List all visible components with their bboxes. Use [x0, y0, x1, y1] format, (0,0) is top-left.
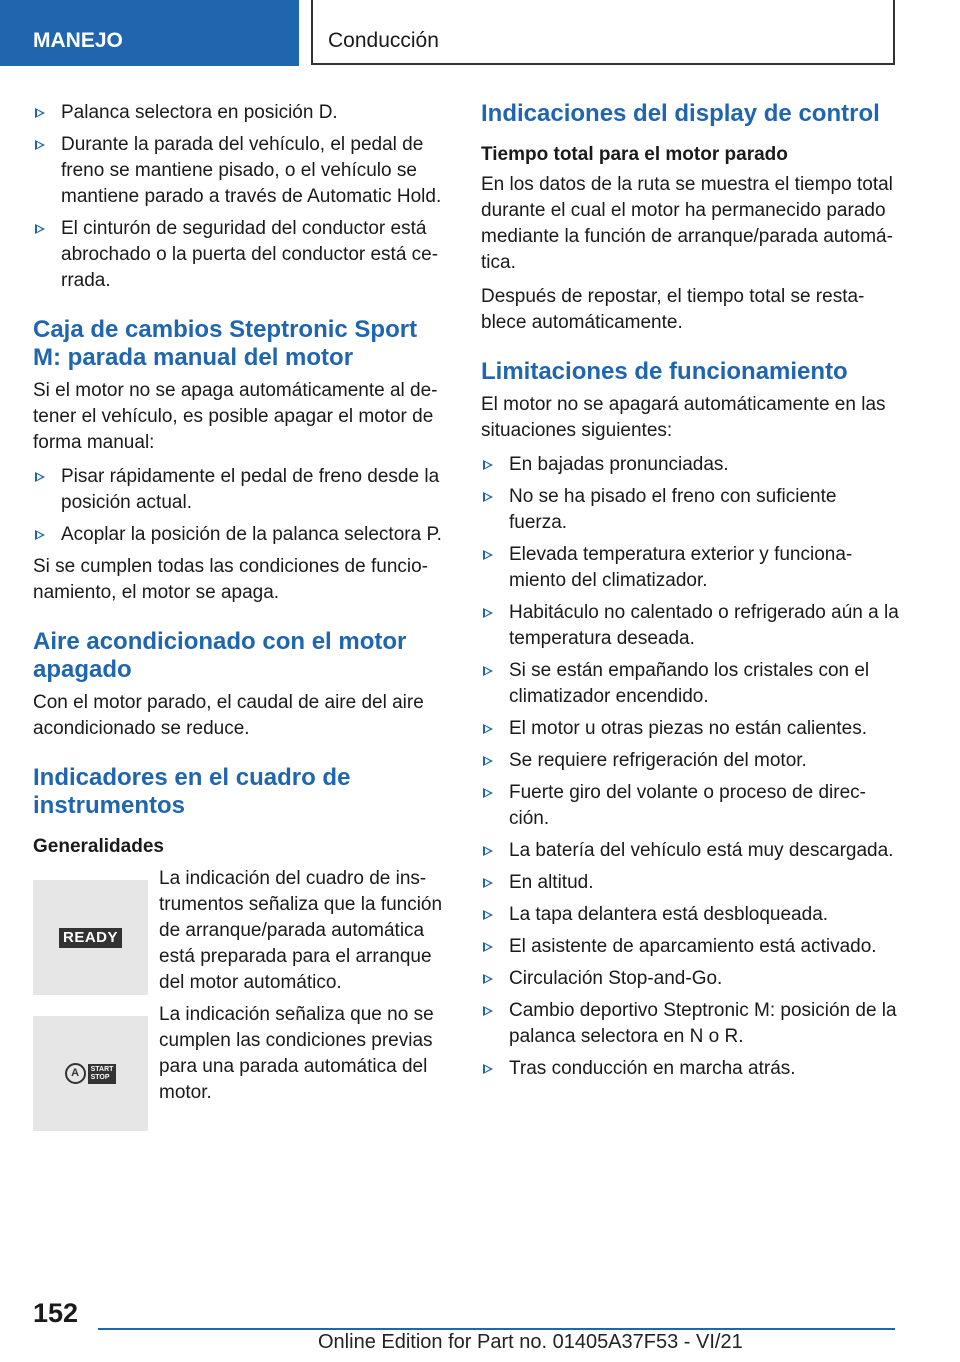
ready-indicator-image — [33, 880, 148, 995]
indicator-ready — [33, 866, 445, 993]
paragraph: Con el motor parado, el caudal de aire del aire acondicionado se reduce. — [33, 692, 424, 739]
footer-divider — [98, 1328, 895, 1330]
heading-display: Indicaciones del display de control — [481, 100, 880, 127]
triangle-bullet-icon — [35, 108, 45, 118]
auto-start-stop-icon — [33, 1016, 148, 1131]
heading-steptronic: Caja de cambios Steptronic Sport M: parada manual del motor — [33, 316, 418, 371]
triangle-bullet-icon — [35, 472, 45, 482]
left-column — [33, 100, 445, 1138]
list-item: Habitáculo no calentado o refrigerado aún a la temperatura deseada. — [481, 600, 899, 652]
triangle-bullet-icon — [483, 846, 493, 856]
triangle-bullet-icon — [483, 1064, 493, 1074]
ready-label: READY — [59, 928, 122, 948]
triangle-bullet-icon — [35, 530, 45, 540]
list-item: Fuerte giro del volante o proceso de direc-ción. — [481, 780, 899, 832]
list-item: Se requiere refrigeración del motor. — [481, 748, 899, 774]
list-item: Si se están empañando los cristales con el climatizador encendido. — [481, 658, 899, 710]
section-tab: MANEJO — [0, 0, 299, 66]
paragraph: En los datos de la ruta se muestra el tiempo total durante el cual el motor ha permanecido parado mediante la función de arranque/parada automá-tica. — [481, 174, 893, 273]
indicator-autostop — [33, 1002, 445, 1118]
list-item: No se ha pisado el freno con suficiente fuerza. — [481, 484, 899, 536]
paragraph: Después de repostar, el tiempo total se resta-blece automáticamente. — [481, 286, 865, 333]
chapter-title: Conducción — [311, 0, 895, 65]
paragraph: Si el motor no se apaga automáticamente al de-tener el vehículo, es posible apagar el motor de forma manual: — [33, 380, 438, 453]
indicator-description: La indicación del cuadro de ins-trumentos señaliza que la función de arranque/parada automática está preparada para el arranque del motor automático. — [159, 868, 443, 993]
triangle-bullet-icon — [35, 224, 45, 234]
triangle-bullet-icon — [483, 756, 493, 766]
heading-aire: Aire acondicionado con el motor apagado — [33, 628, 407, 683]
triangle-bullet-icon — [483, 878, 493, 888]
start-stop-label: START STOP — [88, 1064, 117, 1084]
subheading-tiempo: Tiempo total para el motor parado — [481, 144, 788, 165]
paragraph: El motor no se apagará automáticamente en las situaciones siguientes: — [481, 394, 886, 441]
list-item: Palanca selectora en posición D. — [33, 100, 445, 126]
list-item: Circulación Stop-and-Go. — [481, 966, 899, 992]
triangle-bullet-icon — [483, 608, 493, 618]
heading-limitaciones: Limitaciones de funcionamiento — [481, 358, 848, 385]
auto-a-label: A — [65, 1063, 86, 1084]
triangle-bullet-icon — [483, 550, 493, 560]
triangle-bullet-icon — [483, 492, 493, 502]
triangle-bullet-icon — [483, 910, 493, 920]
list-item: Pisar rápidamente el pedal de freno desde la posición actual. — [33, 464, 445, 516]
list-item: Cambio deportivo Steptronic M: posición de la palanca selectora en N o R. — [481, 998, 899, 1050]
page-number: 152 — [33, 1298, 79, 1328]
triangle-bullet-icon — [35, 140, 45, 150]
triangle-bullet-icon — [483, 666, 493, 676]
paragraph: Si se cumplen todas las condiciones de funcio-namiento, el motor se apaga. — [33, 556, 429, 603]
right-column — [481, 100, 899, 1088]
triangle-bullet-icon — [483, 788, 493, 798]
list-item: Acoplar la posición de la palanca selectora P. — [33, 522, 445, 548]
subheading-generalidades: Generalidades — [33, 836, 164, 857]
indicator-description: La indicación señaliza que no se cumplen las condiciones previas para una parada automática del motor. — [159, 1004, 434, 1103]
list-item: La tapa delantera está desbloqueada. — [481, 902, 899, 928]
heading-indicadores: Indicadores en el cuadro de instrumentos — [33, 764, 351, 819]
list-item: El cinturón de seguridad del conductor está abrochado o la puerta del conductor está ce-rrada. — [33, 216, 445, 294]
list-item: Tras conducción en marcha atrás. — [481, 1056, 899, 1082]
triangle-bullet-icon — [483, 974, 493, 984]
list-item: La batería del vehículo está muy descargada. — [481, 838, 899, 864]
triangle-bullet-icon — [483, 460, 493, 470]
triangle-bullet-icon — [483, 1006, 493, 1016]
triangle-bullet-icon — [483, 724, 493, 734]
footer-edition: Online Edition for Part no. 01405A37F53 - VI/21 — [318, 1331, 743, 1353]
list-item: En bajadas pronunciadas. — [481, 452, 899, 478]
triangle-bullet-icon — [483, 942, 493, 952]
list-item: Elevada temperatura exterior y funciona-miento del climatizador. — [481, 542, 899, 594]
limitaciones-list — [481, 452, 899, 1082]
list-item: El motor u otras piezas no están calientes. — [481, 716, 899, 742]
list-item: Durante la parada del vehículo, el pedal de freno se mantiene pisado, o el vehículo se mantiene parado a través de Automatic Hold. — [33, 132, 445, 210]
list-item: El asistente de aparcamiento está activado. — [481, 934, 899, 960]
list-item: En altitud. — [481, 870, 899, 896]
